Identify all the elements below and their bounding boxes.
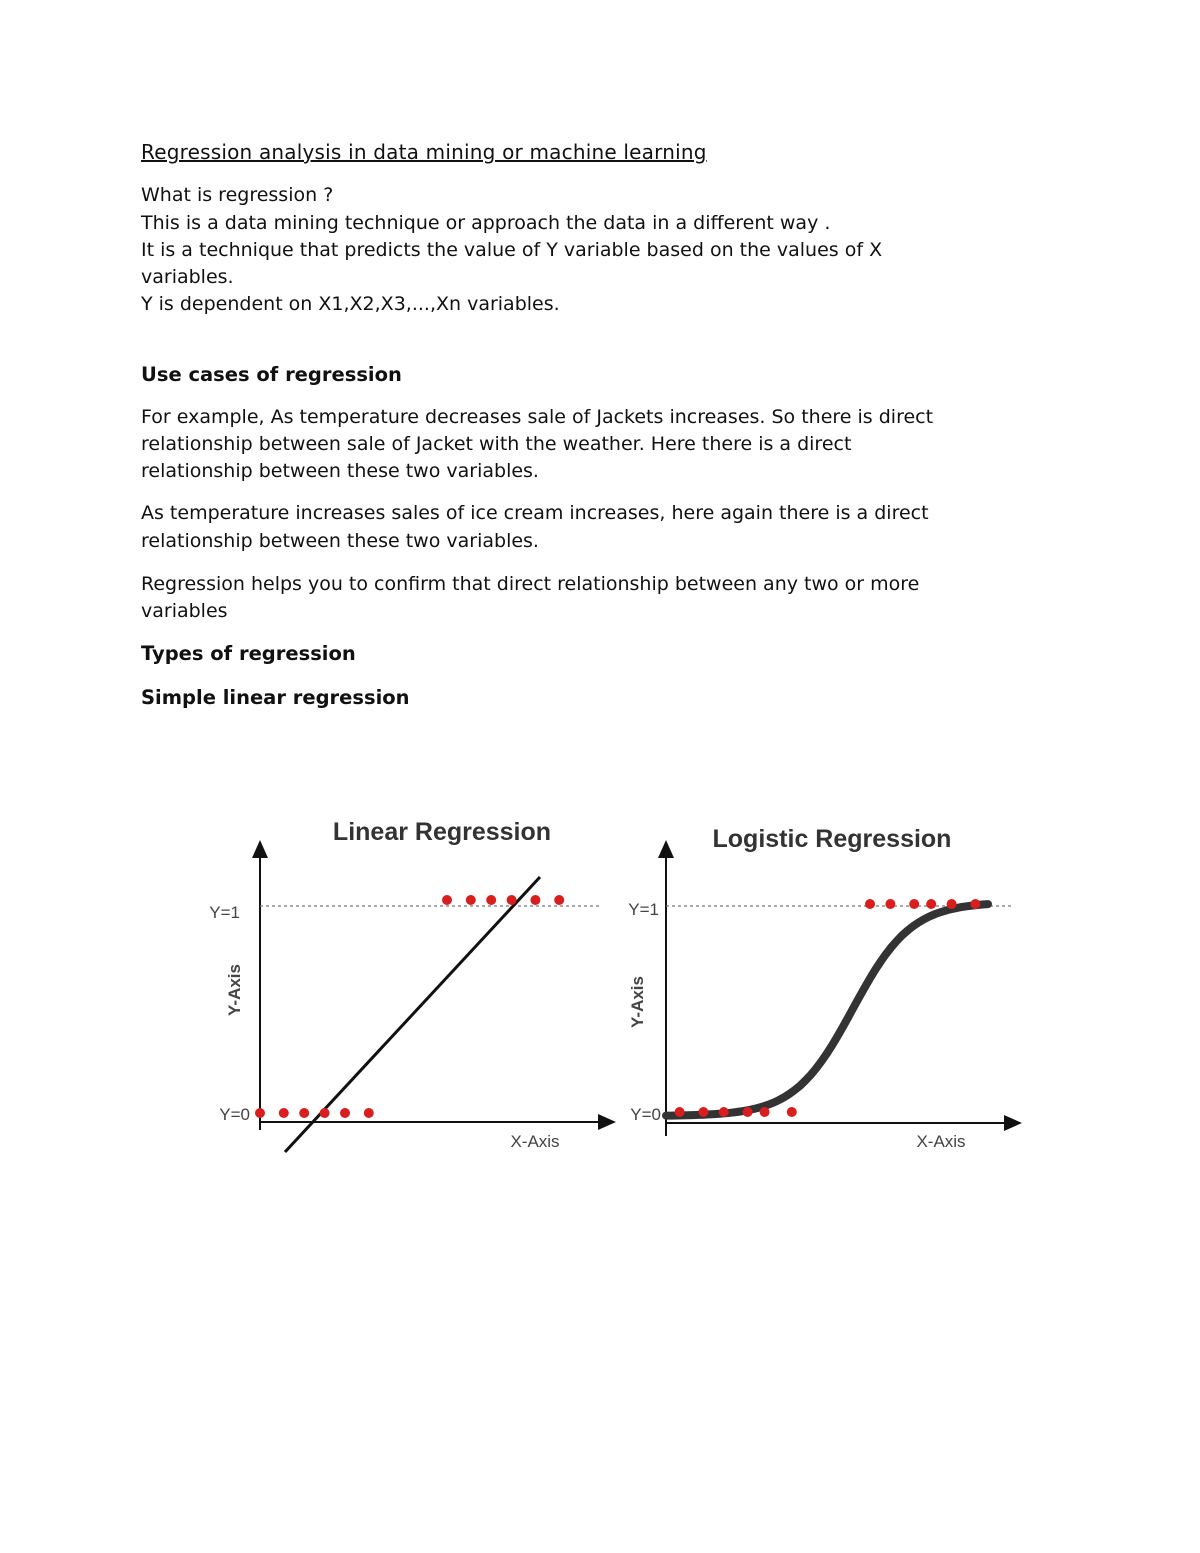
logistic-y-axis-label: Y-Axis — [628, 976, 647, 1028]
logistic-point-y1-0 — [865, 899, 875, 909]
intro-line-1: This is a data mining technique or approach the data in a different way . — [141, 212, 831, 234]
types-heading: Types of regression — [141, 642, 356, 665]
linear-point-y1-2 — [486, 895, 496, 905]
logistic-point-y1-1 — [885, 899, 895, 909]
linear-point-y0-3 — [320, 1108, 330, 1118]
linear-chart-title: Linear Regression — [332, 818, 552, 846]
logistic-point-y0-5 — [787, 1107, 797, 1117]
use-case-p2a: As temperature increases sales of ice cream increases, here again there is a direct — [141, 502, 929, 524]
linear-point-y1-0 — [442, 895, 452, 905]
linear-y1-label: Y=1 — [209, 903, 240, 922]
use-case-p3a: Regression helps you to confirm that direct relationship between any two or more — [141, 573, 920, 595]
use-case-p1a: For example, As temperature decreases sale of Jackets increases. So there is direct — [141, 406, 934, 428]
simple-linear-heading: Simple linear regression — [141, 686, 410, 709]
linear-points — [255, 895, 564, 1118]
logistic-point-y0-2 — [719, 1107, 729, 1117]
logistic-chart-title: Logistic Regression — [712, 825, 952, 853]
use-case-p3b: variables — [141, 600, 228, 622]
logistic-point-y0-1 — [698, 1107, 708, 1117]
linear-point-y0-0 — [255, 1108, 265, 1118]
logistic-point-y0-3 — [743, 1107, 753, 1117]
linear-point-y0-1 — [279, 1108, 289, 1118]
logistic-point-y1-5 — [970, 899, 980, 909]
linear-point-y0-4 — [340, 1108, 350, 1118]
linear-point-y1-3 — [507, 895, 517, 905]
use-case-p2b: relationship between these two variables. — [141, 530, 539, 552]
document-title: Regression analysis in data mining or machine learning — [141, 140, 707, 164]
linear-point-y1-1 — [466, 895, 476, 905]
use-cases-heading: Use cases of regression — [141, 363, 402, 386]
linear-regression-panel — [209, 818, 608, 1152]
use-case-p1c: relationship between these two variables. — [141, 460, 539, 482]
logistic-point-y1-3 — [926, 899, 936, 909]
regression-figure — [180, 800, 1040, 1170]
logistic-regression-panel — [628, 825, 1014, 1151]
linear-x-axis-label: X-Axis — [510, 1132, 560, 1151]
logistic-y0-label: Y=0 — [630, 1105, 661, 1124]
intro-question: What is regression ? — [141, 184, 334, 206]
logistic-y1-label: Y=1 — [628, 900, 659, 919]
use-case-p1b: relationship between sale of Jacket with the weather. Here there is a direct — [141, 433, 852, 455]
intro-line-3: Y is dependent on X1,X2,X3,...,Xn variables. — [141, 293, 560, 315]
intro-line-2b: variables. — [141, 266, 234, 288]
linear-y0-label: Y=0 — [219, 1105, 250, 1124]
regression-figure-svg — [180, 800, 1040, 1170]
logistic-point-y1-4 — [947, 899, 957, 909]
linear-y-axis-label: Y-Axis — [225, 964, 244, 1016]
linear-point-y1-4 — [530, 895, 540, 905]
linear-point-y0-2 — [299, 1108, 309, 1118]
logistic-point-y1-2 — [909, 899, 919, 909]
logistic-point-y0-4 — [760, 1107, 770, 1117]
linear-point-y0-5 — [364, 1108, 374, 1118]
linear-point-y1-5 — [554, 895, 564, 905]
logistic-point-y0-0 — [675, 1107, 685, 1117]
logistic-x-axis-label: X-Axis — [916, 1132, 966, 1151]
intro-line-2a: It is a technique that predicts the value of Y variable based on the values of X — [141, 239, 883, 261]
logistic-points — [675, 899, 981, 1117]
logistic-fit-curve — [666, 904, 988, 1116]
